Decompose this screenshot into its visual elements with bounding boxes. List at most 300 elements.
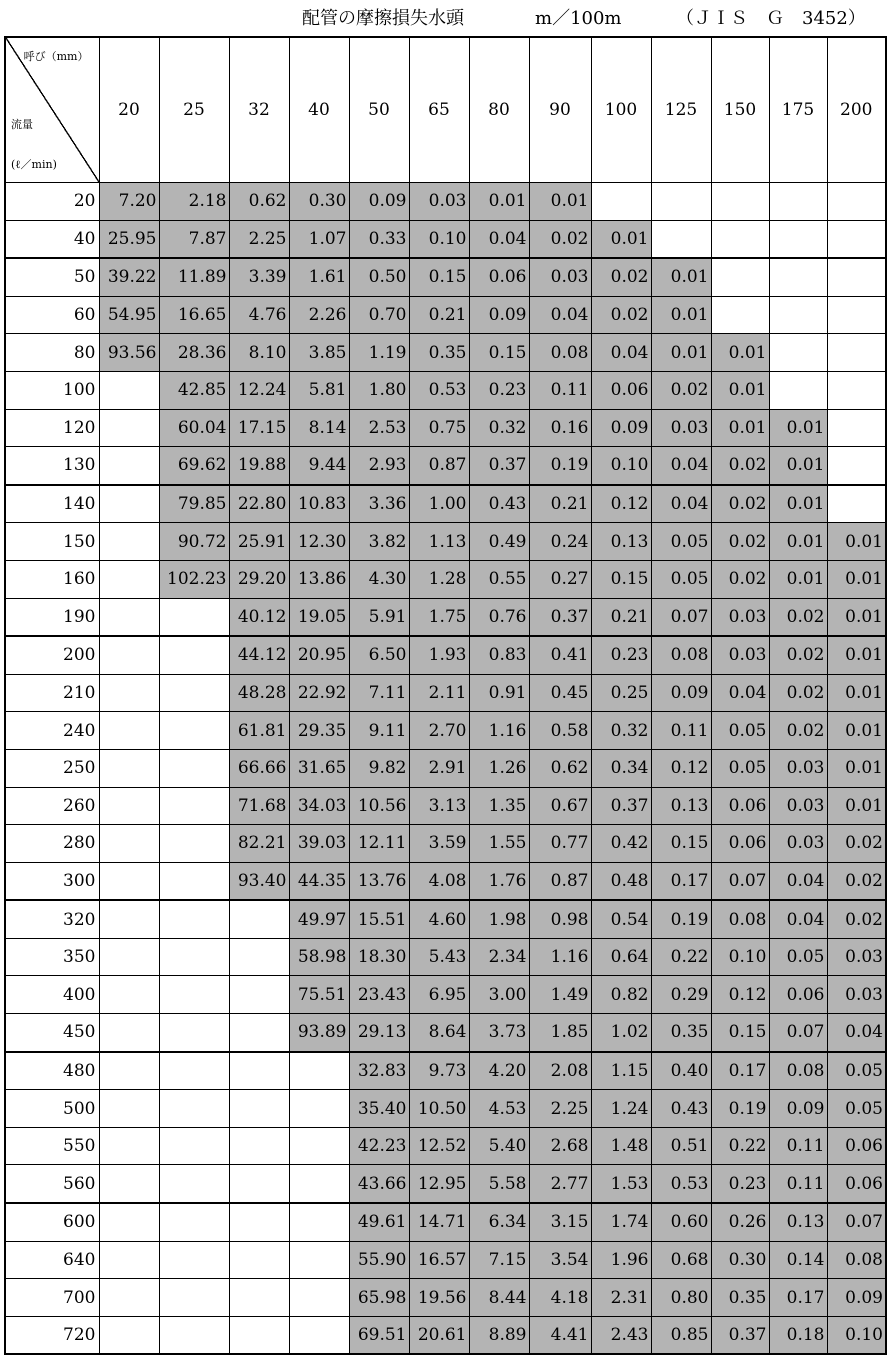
loss-value-cell: 3.00: [469, 976, 529, 1014]
loss-value-cell: 0.02: [711, 485, 769, 523]
loss-value-cell: 0.10: [591, 447, 651, 485]
table-row: [5, 976, 886, 1014]
loss-value-cell: 9.44: [289, 447, 349, 485]
empty-cell: [159, 1014, 229, 1052]
loss-value-cell: 0.01: [827, 712, 886, 750]
loss-value-cell: 0.76: [469, 598, 529, 636]
loss-value-cell: 44.12: [229, 636, 289, 674]
empty-cell: [159, 976, 229, 1014]
table-row: [5, 598, 886, 636]
empty-cell: [159, 598, 229, 636]
loss-value-cell: 0.02: [651, 371, 711, 409]
loss-value-cell: 0.01: [827, 636, 886, 674]
loss-value-cell: 40.12: [229, 598, 289, 636]
flow-rate-cell: 150: [5, 523, 99, 561]
flow-rate-cell: 260: [5, 787, 99, 825]
loss-value-cell: 0.05: [651, 560, 711, 598]
loss-value-cell: 0.43: [651, 1090, 711, 1128]
empty-cell: [99, 787, 159, 825]
loss-value-cell: 0.09: [469, 296, 529, 334]
loss-value-cell: 0.04: [529, 296, 591, 334]
empty-cell: [159, 825, 229, 863]
loss-value-cell: 0.19: [711, 1090, 769, 1128]
loss-value-cell: 0.12: [651, 749, 711, 787]
loss-value-cell: 5.58: [469, 1165, 529, 1203]
loss-value-cell: 0.09: [827, 1279, 886, 1317]
loss-value-cell: 3.82: [349, 523, 409, 561]
loss-value-cell: 0.16: [529, 409, 591, 447]
flow-rate-cell: 720: [5, 1316, 99, 1354]
loss-value-cell: 0.45: [529, 674, 591, 712]
loss-value-cell: 7.87: [159, 220, 229, 258]
table-row: [5, 371, 886, 409]
loss-value-cell: 5.40: [469, 1127, 529, 1165]
loss-value-cell: 0.01: [827, 560, 886, 598]
loss-value-cell: 29.35: [289, 712, 349, 750]
loss-value-cell: 12.95: [409, 1165, 469, 1203]
loss-value-cell: 0.35: [711, 1279, 769, 1317]
loss-value-cell: 43.66: [349, 1165, 409, 1203]
loss-value-cell: 1.24: [591, 1090, 651, 1128]
loss-value-cell: 0.17: [651, 862, 711, 900]
empty-cell: [99, 1203, 159, 1241]
title-main: 配管の摩擦損失水頭: [302, 8, 464, 29]
loss-value-cell: 65.98: [349, 1279, 409, 1317]
loss-value-cell: 31.65: [289, 749, 349, 787]
empty-cell: [229, 1052, 289, 1090]
loss-value-cell: 0.02: [827, 862, 886, 900]
empty-cell: [229, 1165, 289, 1203]
header-size-65: 65: [409, 37, 469, 183]
loss-value-cell: 0.01: [651, 258, 711, 296]
loss-value-cell: 0.23: [591, 636, 651, 674]
loss-value-cell: 0.19: [529, 447, 591, 485]
flow-rate-cell: 320: [5, 900, 99, 938]
empty-cell: [229, 1014, 289, 1052]
loss-value-cell: 29.20: [229, 560, 289, 598]
loss-value-cell: 32.83: [349, 1052, 409, 1090]
loss-value-cell: 0.35: [651, 1014, 711, 1052]
loss-value-cell: 0.07: [827, 1203, 886, 1241]
loss-value-cell: 0.10: [409, 220, 469, 258]
header-corner: [5, 37, 99, 183]
loss-value-cell: 0.22: [651, 938, 711, 976]
loss-value-cell: 54.95: [99, 296, 159, 334]
empty-cell: [769, 258, 827, 296]
empty-cell: [769, 296, 827, 334]
table-row: [5, 1241, 886, 1279]
loss-value-cell: 0.05: [827, 1090, 886, 1128]
header-size-200: 200: [827, 37, 886, 183]
loss-value-cell: 14.71: [409, 1203, 469, 1241]
loss-value-cell: 7.11: [349, 674, 409, 712]
loss-value-cell: 0.82: [591, 976, 651, 1014]
flow-rate-cell: 280: [5, 825, 99, 863]
flow-rate-cell: 40: [5, 220, 99, 258]
loss-value-cell: 7.15: [469, 1241, 529, 1279]
table-row: [5, 485, 886, 523]
flow-rate-cell: 400: [5, 976, 99, 1014]
loss-value-cell: 0.03: [409, 183, 469, 221]
header-size-175: 175: [769, 37, 827, 183]
loss-value-cell: 19.88: [229, 447, 289, 485]
loss-value-cell: 3.36: [349, 485, 409, 523]
loss-value-cell: 3.15: [529, 1203, 591, 1241]
loss-value-cell: 0.05: [769, 938, 827, 976]
loss-value-cell: 1.16: [469, 712, 529, 750]
empty-cell: [289, 1241, 349, 1279]
header-size-100: 100: [591, 37, 651, 183]
table-row: [5, 1127, 886, 1165]
table-row: [5, 749, 886, 787]
loss-value-cell: 1.28: [409, 560, 469, 598]
loss-value-cell: 93.40: [229, 862, 289, 900]
loss-value-cell: 1.75: [409, 598, 469, 636]
loss-value-cell: 0.11: [769, 1165, 827, 1203]
loss-value-cell: 16.65: [159, 296, 229, 334]
loss-value-cell: 23.43: [349, 976, 409, 1014]
loss-value-cell: 20.61: [409, 1316, 469, 1354]
loss-value-cell: 0.03: [711, 636, 769, 674]
empty-cell: [229, 1241, 289, 1279]
empty-cell: [289, 1316, 349, 1354]
loss-value-cell: 0.01: [769, 409, 827, 447]
loss-value-cell: 0.12: [711, 976, 769, 1014]
loss-value-cell: 8.44: [469, 1279, 529, 1317]
loss-value-cell: 1.93: [409, 636, 469, 674]
loss-value-cell: 12.24: [229, 371, 289, 409]
table-row: [5, 1279, 886, 1317]
loss-value-cell: 0.21: [409, 296, 469, 334]
loss-value-cell: 39.22: [99, 258, 159, 296]
table-row: [5, 674, 886, 712]
loss-value-cell: 8.14: [289, 409, 349, 447]
empty-cell: [99, 598, 159, 636]
loss-value-cell: 0.04: [769, 900, 827, 938]
loss-value-cell: 0.64: [591, 938, 651, 976]
loss-value-cell: 0.03: [827, 976, 886, 1014]
loss-value-cell: 0.77: [529, 825, 591, 863]
loss-value-cell: 25.91: [229, 523, 289, 561]
flow-rate-cell: 210: [5, 674, 99, 712]
loss-value-cell: 19.56: [409, 1279, 469, 1317]
empty-cell: [229, 1279, 289, 1317]
table-row: [5, 1316, 886, 1354]
loss-value-cell: 0.01: [651, 296, 711, 334]
loss-value-cell: 12.11: [349, 825, 409, 863]
loss-value-cell: 0.87: [529, 862, 591, 900]
empty-cell: [229, 976, 289, 1014]
loss-value-cell: 2.68: [529, 1127, 591, 1165]
loss-value-cell: 0.08: [711, 900, 769, 938]
loss-value-cell: 0.43: [469, 485, 529, 523]
loss-value-cell: 0.40: [651, 1052, 711, 1090]
empty-cell: [159, 1127, 229, 1165]
loss-value-cell: 0.01: [827, 674, 886, 712]
empty-cell: [827, 447, 886, 485]
flow-rate-cell: 100: [5, 371, 99, 409]
loss-value-cell: 71.68: [229, 787, 289, 825]
empty-cell: [99, 1316, 159, 1354]
loss-value-cell: 0.02: [711, 523, 769, 561]
loss-value-cell: 1.61: [289, 258, 349, 296]
loss-value-cell: 0.07: [769, 1014, 827, 1052]
empty-cell: [159, 1279, 229, 1317]
loss-value-cell: 12.52: [409, 1127, 469, 1165]
loss-value-cell: 9.73: [409, 1052, 469, 1090]
loss-value-cell: 0.02: [711, 447, 769, 485]
empty-cell: [229, 1203, 289, 1241]
loss-value-cell: 8.64: [409, 1014, 469, 1052]
loss-value-cell: 1.15: [591, 1052, 651, 1090]
loss-value-cell: 0.37: [529, 598, 591, 636]
loss-value-cell: 9.11: [349, 712, 409, 750]
loss-value-cell: 19.05: [289, 598, 349, 636]
empty-cell: [99, 1279, 159, 1317]
loss-value-cell: 0.21: [591, 598, 651, 636]
loss-value-cell: 2.34: [469, 938, 529, 976]
empty-cell: [289, 1127, 349, 1165]
loss-value-cell: 16.57: [409, 1241, 469, 1279]
loss-value-cell: 60.04: [159, 409, 229, 447]
empty-cell: [827, 485, 886, 523]
loss-value-cell: 22.80: [229, 485, 289, 523]
loss-value-cell: 5.43: [409, 938, 469, 976]
loss-value-cell: 0.22: [711, 1127, 769, 1165]
header-size-80: 80: [469, 37, 529, 183]
table-row: [5, 787, 886, 825]
loss-value-cell: 0.30: [289, 183, 349, 221]
loss-value-cell: 0.03: [651, 409, 711, 447]
flow-rate-cell: 300: [5, 862, 99, 900]
loss-value-cell: 0.04: [711, 674, 769, 712]
loss-value-cell: 0.17: [711, 1052, 769, 1090]
empty-cell: [99, 371, 159, 409]
loss-value-cell: 1.49: [529, 976, 591, 1014]
title-standard: （ＪＩＳ Ｇ 3452）: [676, 8, 866, 29]
loss-value-cell: 0.01: [711, 409, 769, 447]
loss-value-cell: 0.01: [711, 334, 769, 372]
empty-cell: [99, 636, 159, 674]
empty-cell: [159, 787, 229, 825]
loss-value-cell: 0.08: [769, 1052, 827, 1090]
loss-value-cell: 0.80: [651, 1279, 711, 1317]
empty-cell: [99, 674, 159, 712]
loss-value-cell: 2.31: [591, 1279, 651, 1317]
flow-rate-cell: 20: [5, 183, 99, 221]
loss-value-cell: 0.19: [651, 900, 711, 938]
loss-value-cell: 42.23: [349, 1127, 409, 1165]
loss-value-cell: 0.11: [651, 712, 711, 750]
loss-value-cell: 20.95: [289, 636, 349, 674]
table-row: [5, 938, 886, 976]
loss-value-cell: 5.81: [289, 371, 349, 409]
empty-cell: [769, 183, 827, 221]
loss-value-cell: 82.21: [229, 825, 289, 863]
loss-value-cell: 0.04: [827, 1014, 886, 1052]
loss-value-cell: 25.95: [99, 220, 159, 258]
table-body: [5, 183, 886, 1355]
loss-value-cell: 0.03: [769, 787, 827, 825]
loss-value-cell: 0.01: [769, 523, 827, 561]
loss-value-cell: 0.02: [711, 560, 769, 598]
loss-value-cell: 4.20: [469, 1052, 529, 1090]
loss-value-cell: 0.01: [827, 598, 886, 636]
flow-rate-cell: 250: [5, 749, 99, 787]
table-row: [5, 636, 886, 674]
loss-value-cell: 0.02: [769, 712, 827, 750]
flow-rate-cell: 550: [5, 1127, 99, 1165]
empty-cell: [99, 1090, 159, 1128]
flow-rate-cell: 560: [5, 1165, 99, 1203]
flow-rate-cell: 640: [5, 1241, 99, 1279]
loss-value-cell: 75.51: [289, 976, 349, 1014]
loss-value-cell: 0.24: [529, 523, 591, 561]
loss-value-cell: 10.56: [349, 787, 409, 825]
loss-value-cell: 4.08: [409, 862, 469, 900]
loss-value-cell: 7.20: [99, 183, 159, 221]
empty-cell: [229, 900, 289, 938]
loss-value-cell: 0.02: [769, 636, 827, 674]
friction-loss-table: [4, 36, 887, 1355]
flow-rate-cell: 60: [5, 296, 99, 334]
empty-cell: [159, 1090, 229, 1128]
empty-cell: [159, 1165, 229, 1203]
title-unit: m／100m: [535, 8, 622, 29]
empty-cell: [827, 371, 886, 409]
loss-value-cell: 69.62: [159, 447, 229, 485]
empty-cell: [159, 712, 229, 750]
empty-cell: [99, 1127, 159, 1165]
loss-value-cell: 79.85: [159, 485, 229, 523]
header-size-150: 150: [711, 37, 769, 183]
empty-cell: [827, 296, 886, 334]
empty-cell: [159, 749, 229, 787]
empty-cell: [289, 1165, 349, 1203]
loss-value-cell: 0.01: [469, 183, 529, 221]
loss-value-cell: 0.08: [827, 1241, 886, 1279]
loss-value-cell: 44.35: [289, 862, 349, 900]
loss-value-cell: 1.26: [469, 749, 529, 787]
loss-value-cell: 13.86: [289, 560, 349, 598]
flow-rate-cell: 450: [5, 1014, 99, 1052]
loss-value-cell: 0.01: [529, 183, 591, 221]
loss-value-cell: 69.51: [349, 1316, 409, 1354]
loss-value-cell: 0.04: [469, 220, 529, 258]
corner-size-label: 呼び（mm）: [23, 50, 89, 63]
table-row: [5, 1014, 886, 1052]
loss-value-cell: 1.98: [469, 900, 529, 938]
empty-cell: [769, 334, 827, 372]
header-size-25: 25: [159, 37, 229, 183]
table-row: [5, 1165, 886, 1203]
loss-value-cell: 15.51: [349, 900, 409, 938]
table-row: [5, 523, 886, 561]
loss-value-cell: 0.01: [711, 371, 769, 409]
loss-value-cell: 0.35: [409, 334, 469, 372]
loss-value-cell: 1.35: [469, 787, 529, 825]
loss-value-cell: 0.09: [769, 1090, 827, 1128]
loss-value-cell: 0.13: [591, 523, 651, 561]
loss-value-cell: 0.37: [469, 447, 529, 485]
empty-cell: [289, 1052, 349, 1090]
loss-value-cell: 93.89: [289, 1014, 349, 1052]
loss-value-cell: 0.01: [769, 560, 827, 598]
loss-value-cell: 0.10: [711, 938, 769, 976]
loss-value-cell: 0.05: [711, 749, 769, 787]
loss-value-cell: 0.01: [591, 220, 651, 258]
loss-value-cell: 0.03: [769, 825, 827, 863]
loss-value-cell: 1.00: [409, 485, 469, 523]
loss-value-cell: 6.50: [349, 636, 409, 674]
loss-value-cell: 66.66: [229, 749, 289, 787]
empty-cell: [651, 220, 711, 258]
loss-value-cell: 0.48: [591, 862, 651, 900]
header-size-20: 20: [99, 37, 159, 183]
loss-value-cell: 3.54: [529, 1241, 591, 1279]
loss-value-cell: 4.30: [349, 560, 409, 598]
loss-value-cell: 10.83: [289, 485, 349, 523]
loss-value-cell: 2.77: [529, 1165, 591, 1203]
loss-value-cell: 11.89: [159, 258, 229, 296]
empty-cell: [159, 1316, 229, 1354]
empty-cell: [159, 1241, 229, 1279]
empty-cell: [99, 749, 159, 787]
table-row: [5, 183, 886, 221]
loss-value-cell: 10.50: [409, 1090, 469, 1128]
loss-value-cell: 0.07: [651, 598, 711, 636]
loss-value-cell: 3.85: [289, 334, 349, 372]
empty-cell: [827, 183, 886, 221]
loss-value-cell: 0.02: [591, 296, 651, 334]
flow-rate-cell: 140: [5, 485, 99, 523]
empty-cell: [711, 296, 769, 334]
table-row: [5, 862, 886, 900]
loss-value-cell: 0.53: [651, 1165, 711, 1203]
flow-rate-cell: 200: [5, 636, 99, 674]
loss-value-cell: 3.13: [409, 787, 469, 825]
table-row: [5, 409, 886, 447]
empty-cell: [229, 1127, 289, 1165]
empty-cell: [827, 409, 886, 447]
loss-value-cell: 1.53: [591, 1165, 651, 1203]
loss-value-cell: 0.01: [769, 485, 827, 523]
loss-value-cell: 0.06: [769, 976, 827, 1014]
empty-cell: [99, 1165, 159, 1203]
loss-value-cell: 0.25: [591, 674, 651, 712]
loss-value-cell: 0.13: [769, 1203, 827, 1241]
loss-value-cell: 1.48: [591, 1127, 651, 1165]
flow-rate-cell: 480: [5, 1052, 99, 1090]
loss-value-cell: 0.06: [711, 787, 769, 825]
loss-value-cell: 0.32: [469, 409, 529, 447]
header-size-125: 125: [651, 37, 711, 183]
loss-value-cell: 49.61: [349, 1203, 409, 1241]
loss-value-cell: 0.01: [827, 787, 886, 825]
loss-value-cell: 0.53: [409, 371, 469, 409]
loss-value-cell: 0.09: [651, 674, 711, 712]
loss-value-cell: 0.18: [769, 1316, 827, 1354]
loss-value-cell: 1.55: [469, 825, 529, 863]
header-size-32: 32: [229, 37, 289, 183]
empty-cell: [99, 523, 159, 561]
loss-value-cell: 1.02: [591, 1014, 651, 1052]
loss-value-cell: 0.05: [651, 523, 711, 561]
loss-value-cell: 1.80: [349, 371, 409, 409]
empty-cell: [711, 183, 769, 221]
loss-value-cell: 0.42: [591, 825, 651, 863]
header-size-40: 40: [289, 37, 349, 183]
